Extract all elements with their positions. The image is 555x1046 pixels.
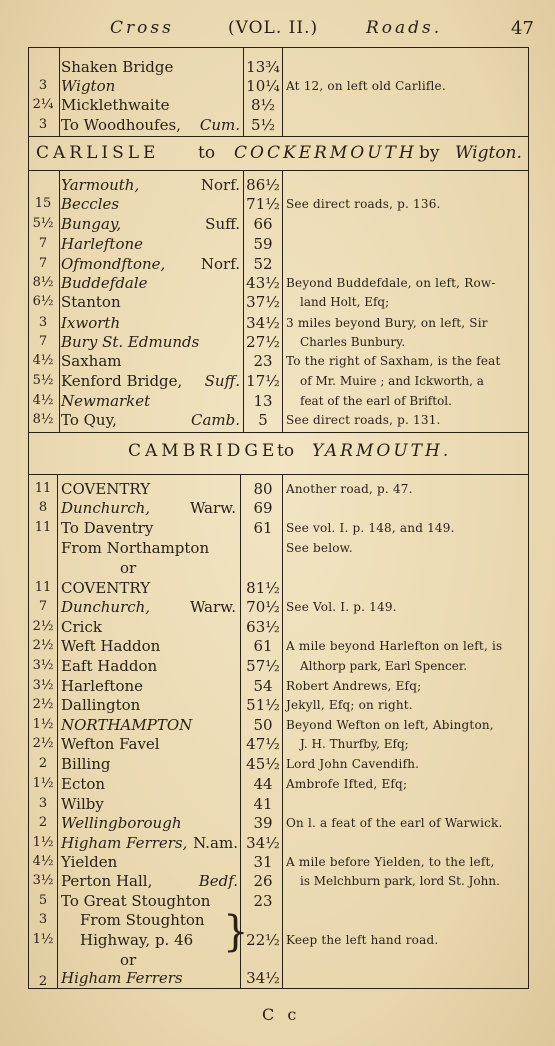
table-row <box>0 813 555 833</box>
distance: 2½ <box>32 697 54 712</box>
table-row <box>0 676 555 696</box>
table-row <box>0 313 555 333</box>
remark: Ambrofe Ifted, Efq; <box>286 777 408 791</box>
distance: 7 <box>38 334 48 349</box>
table-row <box>0 950 555 970</box>
distance: 7 <box>38 599 48 614</box>
connector-or: or <box>120 951 137 969</box>
county: Suff. <box>204 372 240 390</box>
place-name: Newmarket <box>61 392 151 410</box>
table-row <box>0 175 555 195</box>
place-name: Dallington <box>61 696 141 714</box>
total-distance: 71½ <box>246 195 280 213</box>
remark: See direct roads, p. 136. <box>286 197 441 211</box>
total-distance: 59 <box>253 235 273 253</box>
total-distance: 41 <box>253 795 273 813</box>
remark: Lord John Cavendifh. <box>286 757 420 771</box>
rule <box>28 432 529 433</box>
signature-mark: C c <box>262 1005 301 1024</box>
distance: 3 <box>38 315 48 330</box>
table-row <box>0 57 555 77</box>
place-name: Higham Ferrers <box>61 969 183 987</box>
route-destination: YARMOUTH. <box>312 441 452 461</box>
county: Norf. <box>200 176 240 194</box>
table-row <box>0 617 555 637</box>
total-distance: 43½ <box>246 274 280 292</box>
table-row <box>0 115 555 135</box>
distance: 15 <box>34 196 52 211</box>
connector-or: or <box>120 559 137 577</box>
total-distance: 13 <box>253 392 273 410</box>
table-row <box>0 351 555 371</box>
distance: 8½ <box>32 275 54 290</box>
total-distance: 57½ <box>246 657 280 675</box>
table-row <box>0 636 555 656</box>
place-name: Kenford Bridge, <box>61 372 183 390</box>
remark: At 12, on left old Carlifle. <box>286 79 446 93</box>
place-name: Ixworth <box>61 314 121 332</box>
place-name: Billing <box>61 755 111 773</box>
table-row <box>0 518 555 538</box>
total-distance: 27½ <box>246 333 280 351</box>
remark: Jekyll, Efq; on right. <box>286 698 413 712</box>
distance: 4½ <box>32 353 54 368</box>
table-row <box>0 498 555 518</box>
place-name: Ecton <box>61 775 106 793</box>
total-distance: 17½ <box>246 372 280 390</box>
remark: land Holt, Efq; <box>300 295 390 309</box>
remark: Robert Andrews, Efq; <box>286 679 422 693</box>
header-left: Cross <box>110 18 174 38</box>
distance: 5½ <box>32 373 54 388</box>
total-distance: 34½ <box>246 969 280 987</box>
distance: 5 <box>38 893 48 908</box>
distance: 3 <box>38 912 48 927</box>
table-row <box>0 715 555 735</box>
total-distance: 66 <box>253 215 273 233</box>
total-distance: 70½ <box>246 598 280 616</box>
table-row <box>0 194 555 214</box>
total-distance: 61 <box>253 519 273 537</box>
table-row <box>0 794 555 814</box>
remark: See Vol. I. p. 149. <box>286 600 397 614</box>
place-name: Higham Ferrers, <box>61 834 188 852</box>
remark: Another road, p. 47. <box>286 482 413 496</box>
total-distance: 5 <box>258 411 268 429</box>
remark: Beyond Buddefdale, on left, Row- <box>286 276 496 290</box>
distance: 7 <box>38 256 48 271</box>
distance: 11 <box>34 520 52 535</box>
place-name: Wefton Favel <box>61 735 160 753</box>
table-row <box>0 930 555 950</box>
table-row <box>0 273 555 293</box>
county: Norf. <box>200 255 240 273</box>
distance: 8 <box>38 500 48 515</box>
remark: is Melchburn park, lord St. John. <box>300 874 500 888</box>
distance: 8½ <box>32 412 54 427</box>
county: Camb. <box>190 411 240 429</box>
table-row <box>0 871 555 891</box>
distance: 1½ <box>32 835 54 850</box>
remark: To the right of Saxham, is the feat <box>286 354 501 368</box>
place-name: NORTHAMPTON <box>61 716 193 734</box>
distance: 2½ <box>32 619 54 634</box>
place-name: Shaken Bridge <box>61 58 174 76</box>
route-to-word: to <box>198 143 216 163</box>
distance: 2½ <box>32 638 54 653</box>
table-row <box>0 95 555 115</box>
table-row <box>0 410 555 430</box>
distance: 7 <box>38 236 48 251</box>
header-volume: (VOL. II.) <box>228 18 319 38</box>
table-row <box>0 891 555 911</box>
total-distance: 8½ <box>250 96 276 114</box>
brace-glyph: } <box>223 907 249 957</box>
rule <box>28 474 529 475</box>
place-name: Highway, p. 46 <box>80 931 194 949</box>
place-name: Bury St. Edmunds <box>61 333 200 351</box>
rule <box>28 136 529 137</box>
distance: 4½ <box>32 393 54 408</box>
place-name: COVENTRY <box>61 480 151 498</box>
total-distance: 86½ <box>246 176 280 194</box>
table-row <box>0 538 555 558</box>
distance: 4½ <box>32 854 54 869</box>
place-name: Eaft Haddon <box>61 657 158 675</box>
remark: A mile beyond Harlefton on left, is <box>286 639 503 653</box>
county: Warw. <box>189 499 236 517</box>
total-distance: 23 <box>253 892 273 910</box>
total-distance: 51½ <box>246 696 280 714</box>
total-distance: 47½ <box>246 735 280 753</box>
place-name: Dunchurch, <box>61 598 151 616</box>
distance: 11 <box>34 481 52 496</box>
route-by-word: by <box>419 143 440 163</box>
county: Cum. <box>199 116 240 134</box>
running-header <box>0 18 555 46</box>
table-row <box>0 214 555 234</box>
remark: A mile before Yielden, to the left, <box>286 855 495 869</box>
remark: Althorp park, Earl Spencer. <box>300 659 468 673</box>
place-name: Stanton <box>61 293 121 311</box>
table-row <box>0 371 555 391</box>
distance: 6½ <box>32 294 54 309</box>
total-distance: 45½ <box>246 755 280 773</box>
distance: 2¼ <box>32 97 54 112</box>
distance: 2½ <box>32 736 54 751</box>
county: Bedf. <box>198 872 238 890</box>
place-name: Ofmondftone, <box>61 255 166 273</box>
total-distance: 44 <box>253 775 273 793</box>
distance: 3½ <box>32 873 54 888</box>
distance: 3½ <box>32 678 54 693</box>
total-distance: 34½ <box>246 314 280 332</box>
distance: 1½ <box>32 776 54 791</box>
place-name: Perton Hall, <box>61 872 153 890</box>
table-row <box>0 734 555 754</box>
rule <box>28 988 529 989</box>
total-distance: 39 <box>253 814 273 832</box>
total-distance: 22½ <box>246 931 280 949</box>
place-name: Bungay, <box>61 215 122 233</box>
place-name: To Great Stoughton <box>61 892 211 910</box>
route-to-word: to <box>277 441 295 461</box>
total-distance: 81½ <box>246 579 280 597</box>
table-row <box>0 910 555 930</box>
place-name: From Northampton <box>61 539 210 557</box>
place-name: Yarmouth, <box>61 176 140 194</box>
total-distance: 80 <box>253 480 273 498</box>
place-name: Crick <box>61 618 102 636</box>
remark: of Mr. Muire ; and Ickworth, a <box>300 374 484 388</box>
distance: 3 <box>38 796 48 811</box>
distance: 1½ <box>32 932 54 947</box>
table-row <box>0 597 555 617</box>
table-row <box>0 292 555 312</box>
place-name: To Woodhoufes, <box>61 116 181 134</box>
table-row <box>0 695 555 715</box>
route-title <box>0 140 555 166</box>
distance: 2 <box>38 815 48 830</box>
remark: See direct roads, p. 131. <box>286 413 441 427</box>
route-via: Wigton. <box>455 143 522 163</box>
total-distance: 31 <box>253 853 273 871</box>
route-from: CAMBRIDGE <box>128 441 279 461</box>
total-distance: 10¼ <box>246 77 280 95</box>
place-name: Micklethwaite <box>61 96 170 114</box>
distance: 11 <box>34 580 52 595</box>
total-distance: 5½ <box>250 116 276 134</box>
place-name: Beccles <box>61 195 120 213</box>
remark: Beyond Wefton on left, Abington, <box>286 718 494 732</box>
table-row <box>0 968 555 988</box>
total-distance: 54 <box>253 677 273 695</box>
place-name: Harleftone <box>61 677 144 695</box>
place-name: COVENTRY <box>61 579 151 597</box>
table-row <box>0 754 555 774</box>
table-row <box>0 852 555 872</box>
place-name: Wellingborough <box>61 814 182 832</box>
remark: Charles Bunbury. <box>300 335 406 349</box>
route-destination: COCKERMOUTH <box>234 143 417 163</box>
place-name: Wigton <box>61 77 116 95</box>
table-row <box>0 558 555 578</box>
place-name: Yielden <box>61 853 118 871</box>
table-row <box>0 479 555 499</box>
remark: On l. a feat of the earl of Warwick. <box>286 816 503 830</box>
remark: Keep the left hand road. <box>286 933 439 947</box>
remark: See vol. I. p. 148, and 149. <box>286 521 455 535</box>
table-row <box>0 578 555 598</box>
table-row <box>0 332 555 352</box>
place-name: Saxham <box>61 352 122 370</box>
place-name: Weft Haddon <box>61 637 161 655</box>
table-row <box>0 254 555 274</box>
total-distance: 26 <box>253 872 273 890</box>
table-row <box>0 234 555 254</box>
place-name: Buddefdale <box>61 274 148 292</box>
table-row <box>0 656 555 676</box>
rule <box>28 170 529 171</box>
remark: 3 miles beyond Bury, on left, Sir <box>286 316 488 330</box>
total-distance: 61 <box>253 637 273 655</box>
distance: 3½ <box>32 658 54 673</box>
county: Warw. <box>189 598 236 616</box>
route-from: CARLISLE <box>36 143 160 163</box>
total-distance: 23 <box>253 352 273 370</box>
distance: 5½ <box>32 216 54 231</box>
total-distance: 37½ <box>246 293 280 311</box>
total-distance: 34½ <box>246 834 280 852</box>
total-distance: 52 <box>253 255 273 273</box>
distance: 2 <box>38 974 48 989</box>
header-right: Roads. <box>366 18 443 38</box>
place-name: To Quy, <box>61 411 117 429</box>
remark: feat of the earl of Briftol. <box>300 394 452 408</box>
distance: 2 <box>38 756 48 771</box>
place-name: From Stoughton <box>80 911 205 929</box>
table-row <box>0 76 555 96</box>
total-distance: 69 <box>253 499 273 517</box>
route-title <box>0 438 555 464</box>
place-name: Dunchurch, <box>61 499 151 517</box>
place-name: To Daventry <box>61 519 154 537</box>
county: Suff. <box>205 215 240 233</box>
county: N.am. <box>193 834 238 852</box>
distance: 1½ <box>32 717 54 732</box>
place-name: Wilby <box>61 795 104 813</box>
total-distance: 50 <box>253 716 273 734</box>
total-distance: 63½ <box>246 618 280 636</box>
table-row <box>0 391 555 411</box>
total-distance: 13¾ <box>246 58 280 76</box>
distance: 3 <box>38 117 48 132</box>
table-row <box>0 833 555 853</box>
place-name: Harleftone <box>61 235 144 253</box>
table-row <box>0 774 555 794</box>
remark: J. H. Thurfby, Efq; <box>300 737 409 751</box>
page-number: 47 <box>511 18 534 39</box>
remark: See below. <box>286 541 353 555</box>
distance: 3 <box>38 78 48 93</box>
